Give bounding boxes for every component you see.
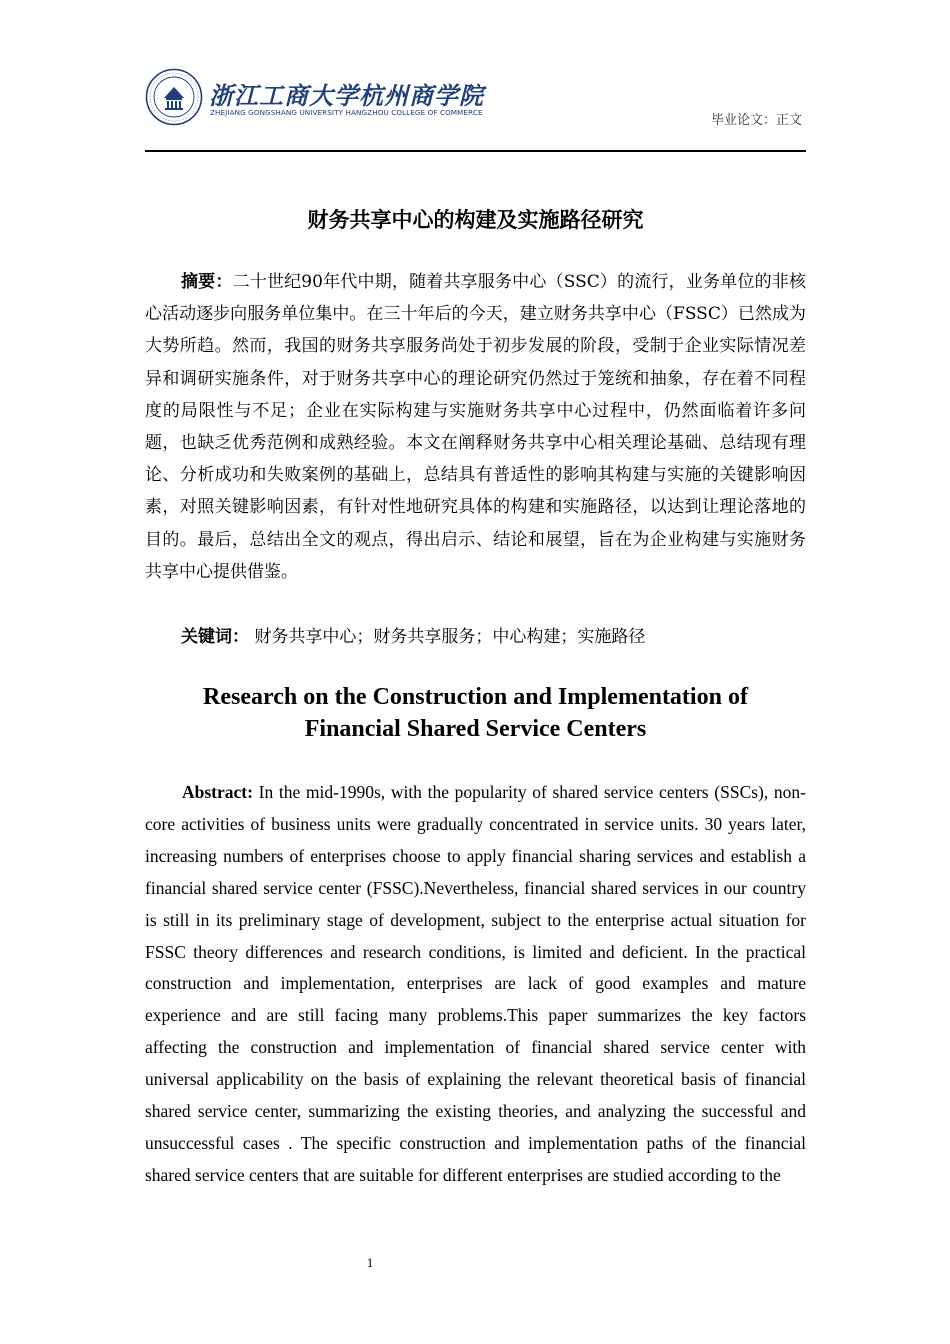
university-name-cn: 浙江工商大学杭州商学院 [209,82,484,110]
page-number: 1 [366,1255,374,1270]
chinese-keywords-text: 财务共享中心；财务共享服务；中心构建；实施路径 [249,627,646,647]
english-abstract-label: Abstract: [182,782,253,802]
header-divider [145,150,806,152]
english-title [145,681,806,745]
university-seal-icon [145,68,203,126]
english-title-line-1: Research on the Construction and Implementation of [203,684,748,710]
english-abstract [145,777,806,1192]
document-type-label: 毕业论文：正文 [710,113,802,128]
chinese-keywords [181,621,645,653]
university-name-en: ZHEJIANG GONGSHANG UNIVERSITY HANGZHOU COLLEGE OF COMMERCE [210,108,483,117]
chinese-keywords-label: 关键词： [181,627,249,647]
chinese-title: 财务共享中心的构建及实施路径研究 [307,208,644,232]
chinese-abstract-text: 二十世纪90年代中期，随着共享服务中心（SSC）的流行，业务单位的非核心活动逐步向服务单位集中。在三十年后的今天，建立财务共享中心（FSSC）已然成为大势所趋。然而，我国的财务共享服务尚处于初步发展的阶段，受制于企业实际情况差异和调研实施条件，对于财务共享中心的理论研究仍然过于笼统和抽象，存在着不同程度的局限性与不足；企业在实际构建与实施财务共享中心过程中，仍然面临着许多问题，也缺乏优秀范例和成熟经验。本文在阐释财务共享中心相关理论基础、总结现有理论、分析成功和失败案例的基础上，总结具有普适性的影响其构建与实施的关键影响因素，对照关键影响因素，有针对性地研究具体的构建和实施路径，以达到让理论落地的目的。最后，总结出全文的观点，得出启示、结论和展望，旨在为企业构建与实施财务共享中心提供借鉴。 [145,272,806,582]
english-title-line-2: Financial Shared Service Centers [304,716,647,742]
chinese-abstract-label: 摘要： [181,272,233,292]
english-abstract-text: In the mid-1990s, with the popularity of shared service centers (SSCs), non-core activities of business units were gradually concentrated in service units. 30 years later, increasing numbers of enterprises choose to apply financial sharing services and establish a financial shared service center (FSSC).Nevertheless, financial shared services in our country is still in its preliminary stage of development, subject to the enterprise actual situation for FSSC theory differences and research conditions, is limited and deficient. In the practical construction and implementation, enterprises are lack of good examples and mature experience and are still facing many problems.This paper summarizes the key factors affecting the construction and implementation of financial shared service center with universal applicability on the basis of explaining the relevant theoretical basis of financial shared service center, summarizing the existing theories, and analyzing the successful and unsuccessful cases . The specific construction and implementation paths of the financial shared service centers that are suitable for different enterprises are studied according to the [145,782,806,1185]
page-header [145,62,806,152]
chinese-abstract [145,266,806,588]
